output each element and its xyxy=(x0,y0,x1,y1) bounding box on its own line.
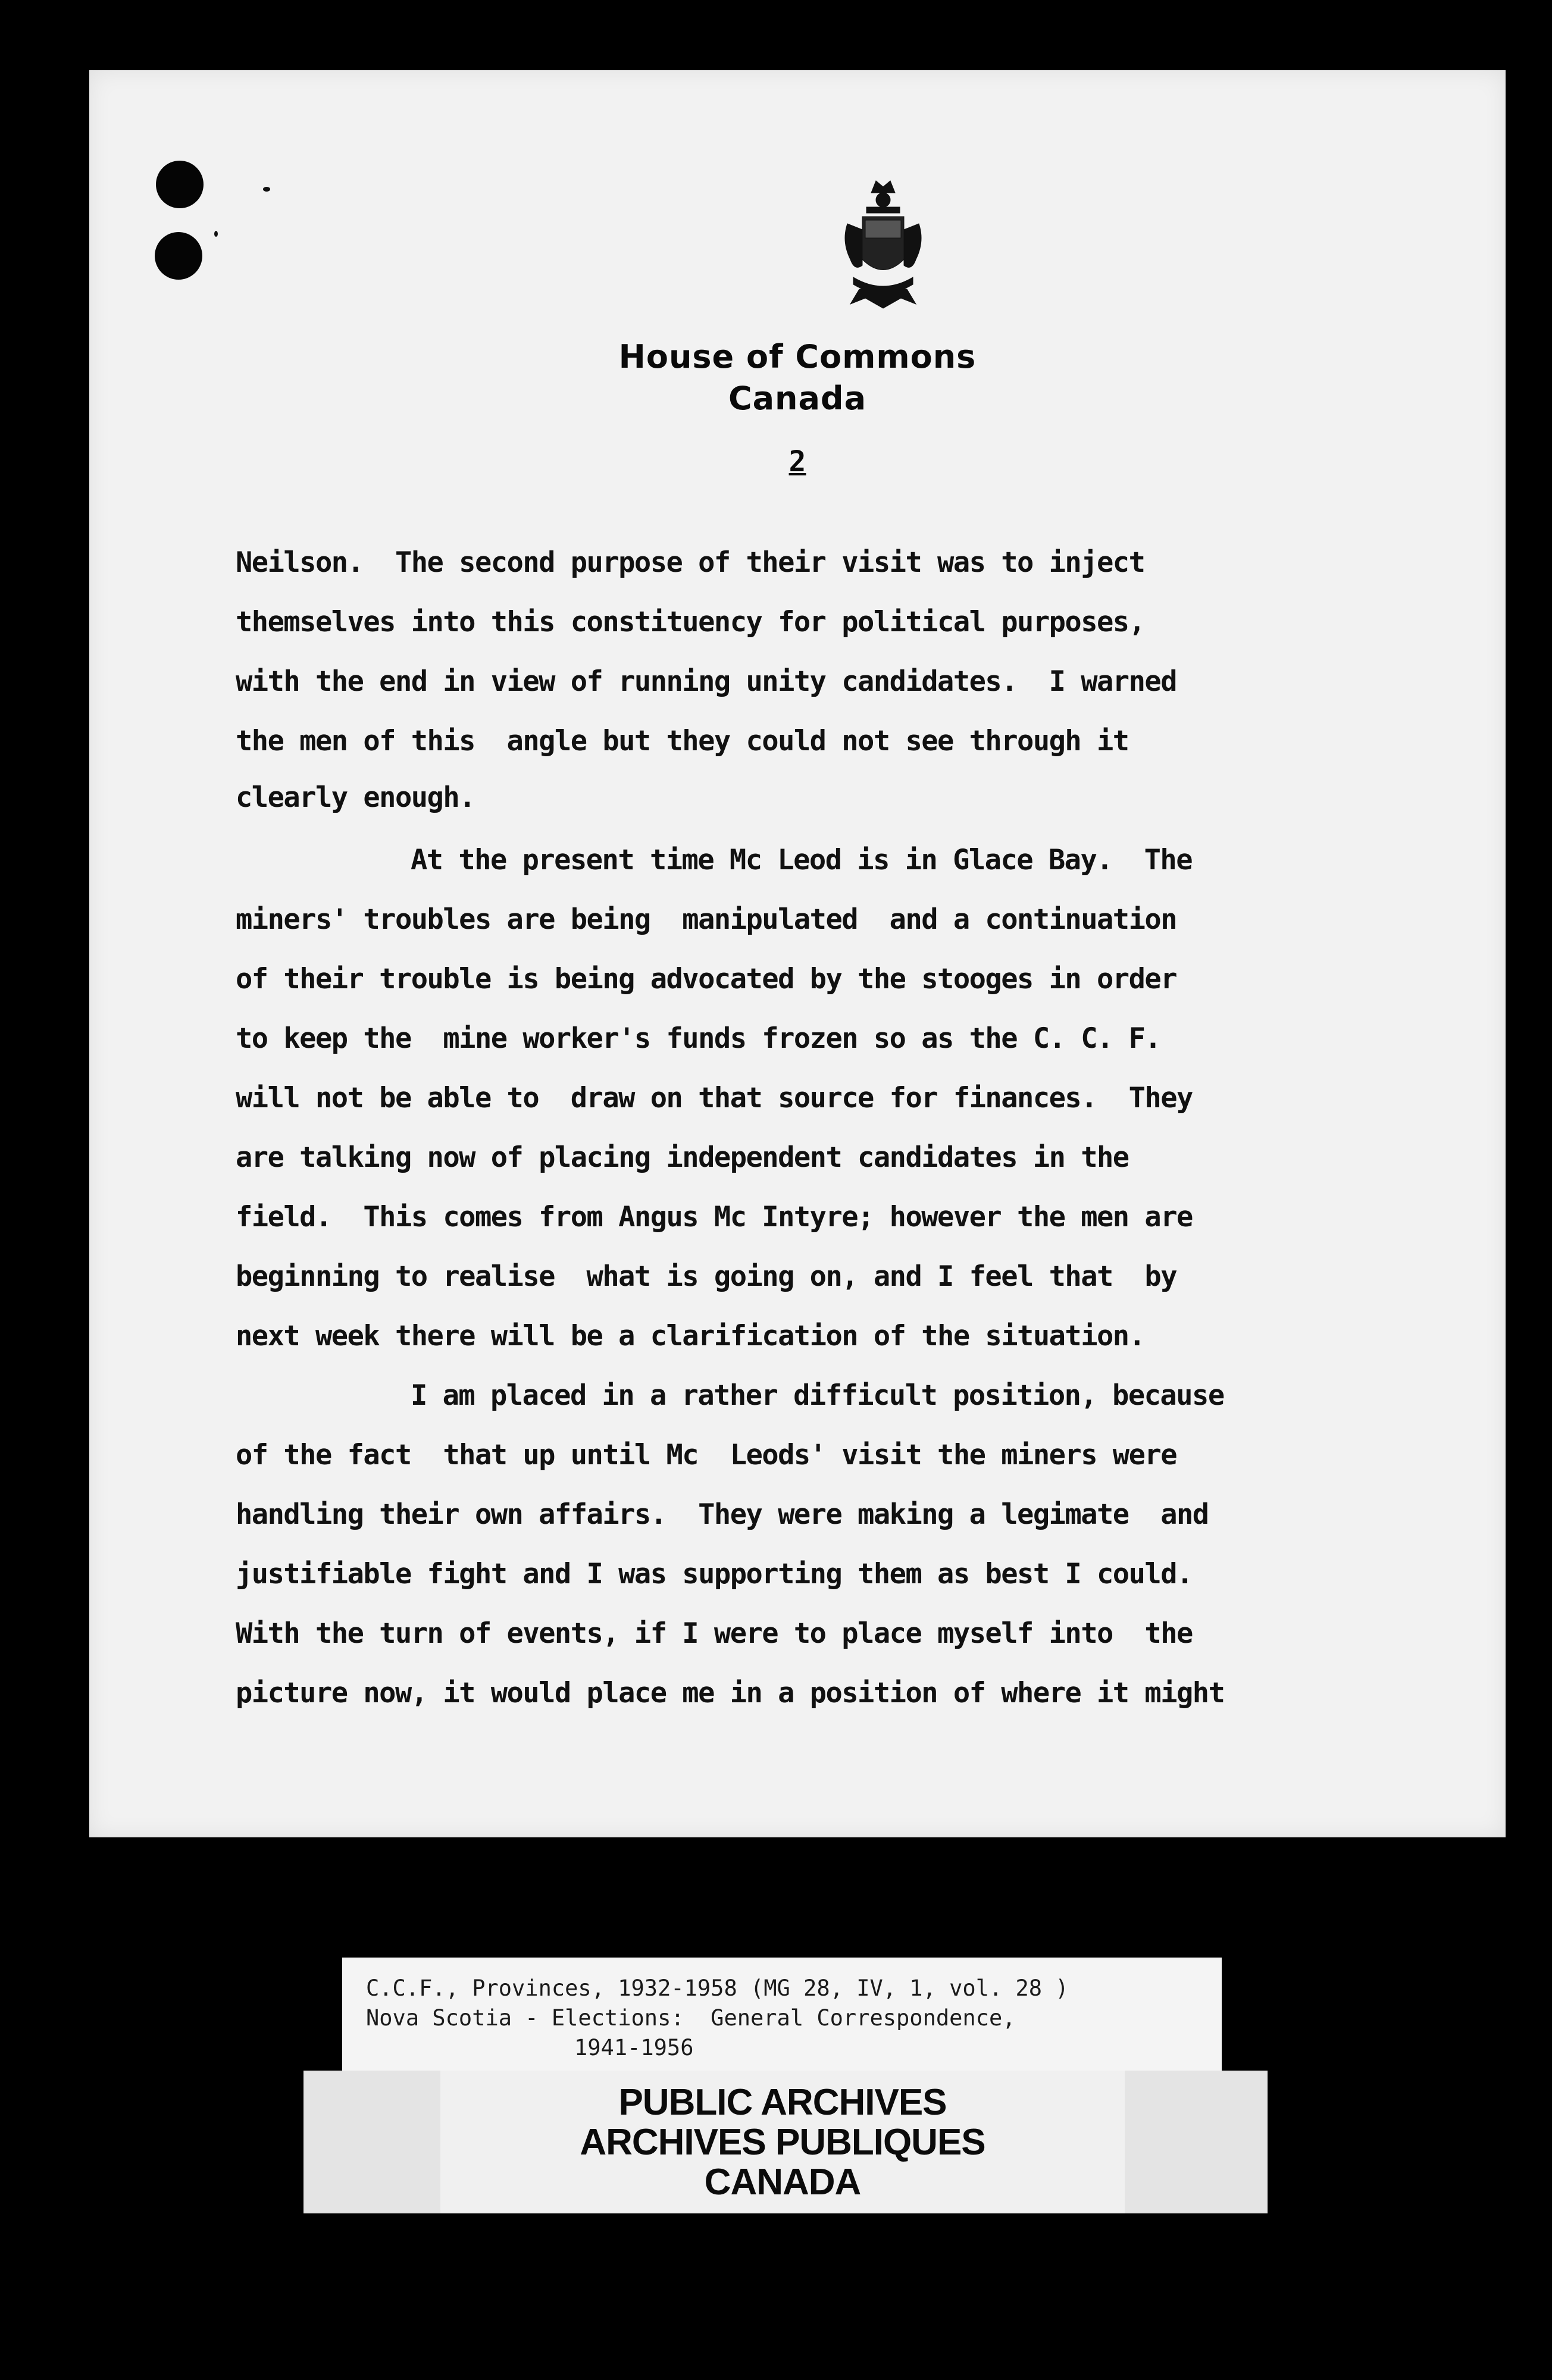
body-line: next week there will be a clarification of the situation. xyxy=(236,1320,1145,1352)
punch-hole xyxy=(155,232,202,280)
body-line: of their trouble is being advocated by the stooges in order xyxy=(236,963,1176,995)
body-line: justifiable fight and I was supporting them as best I could. xyxy=(236,1558,1193,1590)
punch-hole xyxy=(156,161,204,208)
body-line: will not be able to draw on that source for finances. They xyxy=(236,1082,1193,1114)
archive-stamp-panel xyxy=(440,2071,1125,2213)
body-line: At the present time Mc Leod is in Glace Bay. The xyxy=(411,844,1193,876)
letterhead-subtitle: Canada xyxy=(728,380,867,417)
letterhead-title: House of Commons xyxy=(618,338,977,375)
archive-stamp-line: PUBLIC ARCHIVES xyxy=(618,2082,947,2123)
archive-label xyxy=(342,1958,1222,2074)
body-line: With the turn of events, if I were to place myself into the xyxy=(236,1617,1193,1650)
body-line: the men of this angle but they could not see through it xyxy=(236,725,1129,757)
archive-stamp-line: CANADA xyxy=(704,2162,861,2203)
archive-label-line: 1941-1956 xyxy=(574,2035,694,2060)
archive-stamp-line: ARCHIVES PUBLIQUES xyxy=(580,2122,985,2163)
archive-label-line: Nova Scotia - Elections: General Correspondence, xyxy=(366,2005,1016,2031)
body-line: themselves into this constituency for political purposes, xyxy=(236,606,1145,638)
body-line: with the end in view of running unity candidates. I warned xyxy=(236,665,1176,698)
body-line: I am placed in a rather difficult position, because xyxy=(411,1379,1224,1412)
body-line: of the fact that up until Mc Leods' visit the miners were xyxy=(236,1439,1176,1471)
page-number: 2 xyxy=(788,445,806,478)
body-line: Neilson. The second purpose of their visit was to inject xyxy=(236,546,1145,579)
body-line: miners' troubles are being manipulated and a continuation xyxy=(236,903,1176,936)
body-line: handling their own affairs. They were making a legimate and xyxy=(236,1498,1209,1531)
ink-speck xyxy=(263,187,270,192)
body-line: clearly enough. xyxy=(236,781,475,814)
body-line: beginning to realise what is going on, and I feel that by xyxy=(236,1260,1176,1293)
body-line: picture now, it would place me in a position of where it might xyxy=(236,1677,1225,1709)
ink-speck xyxy=(214,231,218,237)
body-line: are talking now of placing independent candidates in the xyxy=(236,1141,1129,1174)
document-page xyxy=(89,70,1506,1837)
coat-of-arms-icon xyxy=(830,176,937,313)
archive-label-line: C.C.F., Provinces, 1932-1958 (MG 28, IV, 1, vol. 28 ) xyxy=(366,1975,1069,2001)
body-line: field. This comes from Angus Mc Intyre; however the men are xyxy=(236,1201,1193,1233)
archive-stamp xyxy=(303,2071,1268,2213)
body-line: to keep the mine worker's funds frozen so as the C. C. F. xyxy=(236,1022,1161,1055)
